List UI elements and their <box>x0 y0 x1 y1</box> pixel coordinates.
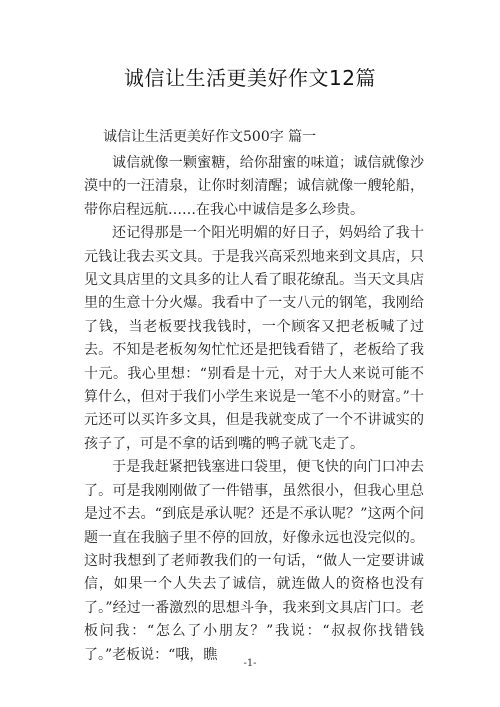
document-body <box>84 152 424 667</box>
section-heading: 诚信让生活更美好作文500字 篇一 <box>103 129 317 145</box>
paragraph: 还记得那是一个阳光明媚的好日子，妈妈给了我十元钱让我去买文具。于是我兴高采烈地来到文具店，只见文具店里的文具多的让人看了眼花缭乱。当天文具店里的生意十分火爆。我看中了一支八元的钢笔，我刚给了钱，当老板要找我钱时，一个顾客又把老板喊了过去。不知是老板匆匆忙忙还是把钱看错了，老板给了我十元。我心里想：“别看是十元，对于大人来说可能不算什么，但对于我们小学生来说是一笔不小的财富。”十元还可以买许多文具，但是我就变成了一个不讲诚实的孩子了，可是不拿的话到嘴的鸭子就飞走了。 <box>84 225 424 452</box>
paragraph: 于是我赶紧把钱塞进口袋里，便飞快的向门口冲去了。可是我刚刚做了一件错事，虽然很小，但我心里总是过不去。“到底是承认呢？还是不承认呢？”这两个问题一直在我脑子里不停的回放，好像永远也没完似的。这时我想到了老师教我们的一句话，“做人一定要讲诚信，如果一个人失去了诚信，就连做人的资格也没有了。”经过一番激烈的思想斗争，我来到文具店门口。老板问我：“怎么了小朋友？”我说：“叔叔你找错钱了。”老板说：“哦，瞧 <box>84 459 424 663</box>
page-number: -1- <box>243 658 257 669</box>
document-title: 诚信让生活更美好作文12篇 <box>124 66 376 90</box>
paragraph: 诚信就像一颗蜜糖，给你甜蜜的味道；诚信就像沙漠中的一汪清泉，让你时刻清醒；诚信就像一艘轮船，带你启程远航……在我心中诚信是多么珍贵。 <box>84 155 424 218</box>
